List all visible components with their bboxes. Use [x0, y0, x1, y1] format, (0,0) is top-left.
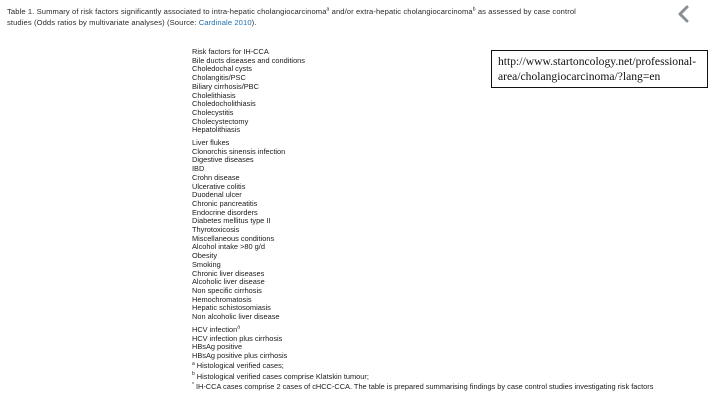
factor-mark-a: a — [237, 324, 240, 331]
factor-item: Chronic liver diseases — [192, 268, 265, 278]
caption-mark-b: b — [472, 6, 476, 13]
factor-item: HBsAg positive plus cirrhosis — [192, 350, 288, 360]
footnotes — [192, 361, 653, 393]
footnote-text: Histological verified cases; — [196, 361, 284, 370]
factor-item: Chronic pancreatitis — [192, 198, 258, 208]
caption-text-1: Table 1. Summary of risk factors significantly associated to intra-hepatic cholangiocarcinoma — [7, 7, 327, 16]
footnote — [192, 361, 653, 372]
factor-item: Alcoholic liver disease — [192, 277, 265, 287]
footnote — [192, 382, 653, 393]
caption-text-2: and/or extra-hepatic cholangiocarcinoma — [329, 7, 473, 16]
factor-item: Digestive diseases — [192, 155, 254, 165]
factor-item: Non specific cirrhosis — [192, 285, 262, 295]
url-textbox[interactable]: http://www.startoncology.net/professional-area/cholangiocarcinoma/?lang=en — [491, 50, 708, 88]
factor-item: Obesity — [192, 251, 218, 261]
table-caption — [7, 6, 672, 28]
factor-item: Hemochromatosis — [192, 294, 252, 304]
factor-item: Hepatic schistosomiasis — [192, 303, 271, 313]
factor-item: Endocrine disorders — [192, 207, 258, 217]
factor-item: Smoking — [192, 259, 221, 269]
footnote-mark: a — [192, 360, 195, 367]
factor-item: HCV infection plus cirrhosis — [192, 333, 283, 343]
factor-item: Risk factors for IH-CCA — [192, 47, 269, 56]
caption-mark-a: a — [326, 6, 330, 13]
factor-item: Ulcerative colitis — [192, 181, 246, 191]
chevron-left-icon[interactable] — [674, 4, 694, 24]
footnote-mark: b — [192, 371, 195, 378]
factor-item: Cholangitis/PSC — [192, 73, 246, 83]
factor-item: IBD — [192, 164, 205, 174]
factor-item: Diabetes mellitus type II — [192, 216, 271, 226]
footnote-text: Histological verified cases comprise Klatskin tumour; — [196, 371, 369, 381]
factor-item: Clonorchis sinensis infection — [192, 146, 286, 156]
factor-item: Miscellaneous conditions — [192, 233, 275, 243]
factor-item: Biliary cirrhosis/PBC — [192, 81, 259, 91]
risk-factor-list — [192, 48, 482, 361]
caption-text-5: ). — [251, 18, 257, 27]
factor-item: Non alcoholic liver disease — [192, 312, 280, 322]
footnote-text: IH-CCA cases comprise 2 cases of cHCC-CCA. The table is prepared summarising findings by case control studies investigating risk factors — [195, 382, 654, 391]
footnote — [192, 372, 653, 383]
caption-text-3: as assessed by case control — [475, 7, 576, 16]
factor-item: HBsAg positive — [192, 342, 243, 352]
factor-item: Liver flukes — [192, 138, 230, 148]
source-link[interactable]: Cardinale 2010 — [198, 18, 252, 27]
factor-item: Bile ducts diseases and conditions — [192, 55, 305, 65]
caption-text-4: studies (Odds ratios by multivariate analyses) (Source: — [7, 18, 199, 27]
factor-label: HCV infection — [192, 324, 238, 334]
factor-item: Thyrotoxicosis — [192, 225, 240, 235]
factor-item: Crohn disease — [192, 172, 240, 182]
factor-item: Choledochal cysts — [192, 64, 252, 74]
factor-item: Duodenal ulcer — [192, 190, 242, 200]
factor-item: Cholelithiasis — [192, 90, 236, 100]
factor-item: Hepatolithiasis — [192, 125, 241, 135]
factor-item: Choledocholithiasis — [192, 99, 256, 109]
footnote-mark: * — [192, 381, 194, 388]
factor-item: Cholecystectomy — [192, 116, 249, 126]
factor-item: Alcohol intake >80 g/d — [192, 242, 265, 252]
factor-item: Cholecystitis — [192, 107, 234, 117]
